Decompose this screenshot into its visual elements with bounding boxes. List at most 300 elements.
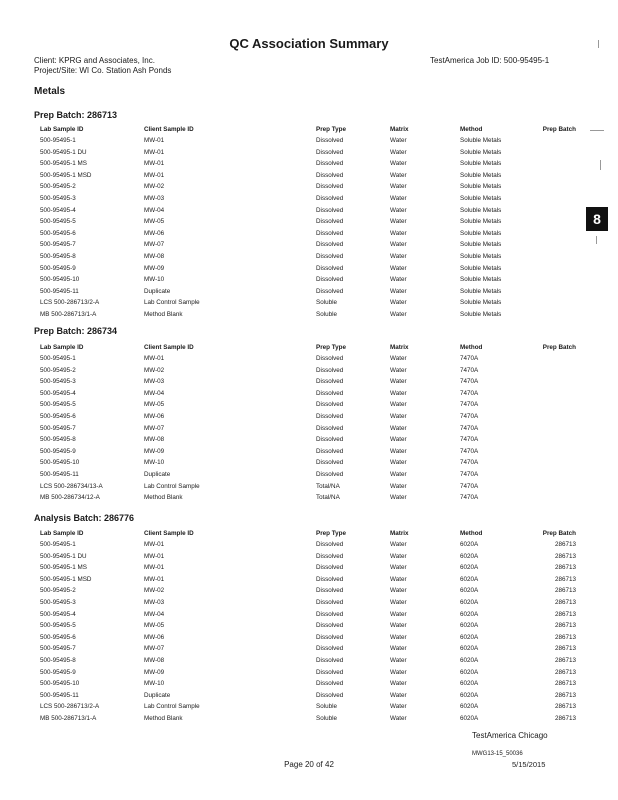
cell-prep-batch: 286713 (554, 552, 576, 560)
cell-matrix: Water (390, 252, 407, 260)
cell-lab-sample-id: 500-95495-6 (40, 412, 76, 420)
cell-matrix: Water (390, 447, 407, 455)
cell-matrix: Water (390, 564, 407, 572)
cell-lab-sample-id: 500-95495-3 (40, 378, 76, 386)
cell-matrix: Water (390, 656, 407, 664)
cell-prep-type: Soluble (316, 703, 338, 711)
cell-prep-type: Total/NA (316, 482, 340, 490)
table-header (40, 125, 580, 135)
cell-prep-type: Dissolved (316, 389, 344, 397)
column-header-matrix: Matrix (390, 344, 409, 351)
cell-client-sample-id: MW-01 (144, 171, 165, 179)
cell-client-sample-id: MW-05 (144, 401, 165, 409)
column-header-matrix: Matrix (390, 126, 409, 133)
cell-lab-sample-id: MB 500-286713/1-A (40, 714, 97, 722)
cell-matrix: Water (390, 378, 407, 386)
cell-prep-type: Dissolved (316, 680, 344, 688)
cell-method: Soluble Metals (460, 276, 502, 284)
table-row (40, 678, 580, 690)
column-header-prep-type: Prep Type (316, 530, 346, 537)
cell-method: 6020A (460, 714, 479, 722)
table-row (40, 539, 580, 551)
cell-lab-sample-id: 500-95495-1 (40, 541, 76, 548)
cell-prep-batch: 286713 (554, 714, 576, 722)
table-row (40, 274, 580, 286)
cell-matrix: Water (390, 610, 407, 618)
cell-lab-sample-id: 500-95495-8 (40, 656, 76, 664)
cell-method: 6020A (460, 645, 479, 653)
cell-lab-sample-id: 500-95495-6 (40, 633, 76, 641)
cell-matrix: Water (390, 389, 407, 397)
cell-matrix: Water (390, 366, 407, 374)
cell-client-sample-id: Duplicate (144, 691, 171, 699)
table-row (40, 216, 580, 228)
cell-prep-type: Dissolved (316, 160, 344, 168)
cell-client-sample-id: MW-09 (144, 668, 165, 676)
cell-matrix: Water (390, 355, 407, 362)
cell-method: Soluble Metals (460, 218, 502, 226)
cell-client-sample-id: MW-01 (144, 552, 165, 560)
column-header-lab-sample-id: Lab Sample ID (40, 344, 84, 351)
cell-client-sample-id: Lab Control Sample (144, 482, 200, 490)
cell-matrix: Water (390, 424, 407, 432)
cell-client-sample-id: MW-01 (144, 575, 165, 583)
table-row (40, 228, 580, 240)
batch-table (40, 125, 580, 321)
cell-client-sample-id: MW-08 (144, 252, 165, 260)
cell-prep-type: Dissolved (316, 598, 344, 606)
table-row (40, 551, 580, 563)
column-header-method: Method (460, 344, 483, 351)
cell-client-sample-id: MW-01 (144, 160, 165, 168)
cell-matrix: Water (390, 412, 407, 420)
cell-prep-batch: 286713 (554, 622, 576, 630)
cell-matrix: Water (390, 598, 407, 606)
cell-prep-type: Dissolved (316, 447, 344, 455)
cell-client-sample-id: Lab Control Sample (144, 299, 200, 307)
cell-client-sample-id: MW-01 (144, 137, 165, 144)
cell-matrix: Water (390, 482, 407, 490)
cell-lab-sample-id: 500-95495-11 (40, 470, 79, 478)
cell-method: 6020A (460, 610, 479, 618)
cell-method: Soluble Metals (460, 241, 502, 249)
cell-client-sample-id: MW-03 (144, 598, 165, 606)
cell-matrix: Water (390, 541, 407, 548)
cell-matrix: Water (390, 241, 407, 249)
cell-lab-sample-id: 500-95495-4 (40, 206, 76, 214)
batch-table (40, 529, 580, 725)
table-row (40, 170, 580, 182)
cell-prep-type: Dissolved (316, 366, 344, 374)
column-header-prep-batch: Prep Batch (542, 530, 576, 537)
cell-matrix: Water (390, 299, 407, 307)
cell-method: 7470A (460, 459, 479, 467)
cell-lab-sample-id: 500-95495-8 (40, 252, 76, 260)
cell-method: 7470A (460, 378, 479, 386)
table-row (40, 457, 580, 469)
cell-matrix: Water (390, 194, 407, 202)
cell-client-sample-id: MW-08 (144, 656, 165, 664)
cell-lab-sample-id: 500-95495-8 (40, 436, 76, 444)
table-row (40, 239, 580, 251)
cell-lab-sample-id: 500-95495-3 (40, 598, 76, 606)
cell-method: Soluble Metals (460, 252, 502, 260)
cell-prep-batch: 286713 (554, 575, 576, 583)
cell-matrix: Water (390, 401, 407, 409)
cell-matrix: Water (390, 494, 407, 502)
cell-prep-type: Dissolved (316, 622, 344, 630)
cell-method: Soluble Metals (460, 206, 502, 214)
table-row (40, 388, 580, 400)
cell-matrix: Water (390, 633, 407, 641)
cell-prep-type: Dissolved (316, 194, 344, 202)
cell-method: 6020A (460, 552, 479, 560)
cell-prep-type: Dissolved (316, 264, 344, 272)
column-header-prep-type: Prep Type (316, 126, 346, 133)
cell-method: 7470A (460, 355, 479, 362)
cell-client-sample-id: MW-03 (144, 194, 165, 202)
table-row (40, 667, 580, 679)
cell-method: 6020A (460, 680, 479, 688)
cell-lab-sample-id: LCS 500-286713/2-A (40, 703, 100, 711)
cell-matrix: Water (390, 668, 407, 676)
project-site: Project/Site: WI Co. Station Ash Ponds (34, 66, 172, 75)
section-title: Metals (34, 86, 66, 97)
table-row (40, 376, 580, 388)
table-row (40, 620, 580, 632)
cell-client-sample-id: MW-04 (144, 389, 165, 397)
table-row (40, 251, 580, 263)
cell-prep-type: Dissolved (316, 656, 344, 664)
cell-prep-type: Dissolved (316, 645, 344, 653)
scan-mark (596, 236, 597, 244)
cell-client-sample-id: MW-07 (144, 241, 165, 249)
column-header-prep-batch: Prep Batch (542, 126, 576, 133)
column-header-matrix: Matrix (390, 530, 409, 537)
table-row (40, 411, 580, 423)
table-row (40, 193, 580, 205)
table-row (40, 434, 580, 446)
cell-matrix: Water (390, 171, 407, 179)
table-row (40, 562, 580, 574)
cell-client-sample-id: MW-10 (144, 680, 165, 688)
table-row (40, 205, 580, 217)
cell-method: 7470A (460, 366, 479, 374)
cell-prep-type: Dissolved (316, 401, 344, 409)
cell-matrix: Water (390, 148, 407, 156)
cell-client-sample-id: MW-02 (144, 183, 165, 191)
cell-method: 7470A (460, 470, 479, 478)
table-row (40, 713, 580, 725)
column-header-client-sample-id: Client Sample ID (144, 344, 194, 351)
table-row (40, 701, 580, 713)
cell-method: 6020A (460, 541, 479, 548)
table-row (40, 585, 580, 597)
cell-method: Soluble Metals (460, 194, 502, 202)
cell-method: 6020A (460, 575, 479, 583)
cell-matrix: Water (390, 645, 407, 653)
cell-client-sample-id: MW-03 (144, 378, 165, 386)
page-title: QC Association Summary (229, 36, 389, 51)
cell-matrix: Water (390, 436, 407, 444)
cell-method: 7470A (460, 447, 479, 455)
cell-method: 7470A (460, 412, 479, 420)
table-row (40, 135, 580, 147)
cell-client-sample-id: MW-05 (144, 218, 165, 226)
cell-matrix: Water (390, 587, 407, 595)
cell-lab-sample-id: 500-95495-4 (40, 610, 76, 618)
cell-method: 6020A (460, 633, 479, 641)
cell-lab-sample-id: 500-95495-10 (40, 680, 80, 688)
cell-lab-sample-id: 500-95495-10 (40, 276, 80, 284)
cell-method: 6020A (460, 622, 479, 630)
table-row (40, 286, 580, 298)
cell-method: 7470A (460, 482, 479, 490)
column-header-prep-type: Prep Type (316, 344, 346, 351)
cell-matrix: Water (390, 310, 407, 318)
cell-matrix: Water (390, 691, 407, 699)
cell-method: Soluble Metals (460, 160, 502, 168)
cell-prep-type: Soluble (316, 714, 338, 722)
cell-method: Soluble Metals (460, 183, 502, 191)
cell-lab-sample-id: 500-95495-6 (40, 229, 76, 237)
cell-prep-type: Dissolved (316, 691, 344, 699)
cell-matrix: Water (390, 137, 407, 144)
cell-lab-sample-id: 500-95495-2 (40, 366, 76, 374)
cell-lab-sample-id: 500-95495-11 (40, 287, 79, 295)
cell-prep-batch: 286713 (554, 668, 576, 676)
cell-lab-sample-id: 500-95495-9 (40, 447, 76, 455)
cell-client-sample-id: MW-04 (144, 610, 165, 618)
cell-lab-sample-id: LCS 500-286734/13-A (40, 482, 103, 490)
cell-lab-sample-id: 500-95495-2 (40, 183, 76, 191)
cell-lab-sample-id: 500-95495-3 (40, 194, 76, 202)
cell-lab-sample-id: 500-95495-5 (40, 218, 76, 226)
cell-prep-batch: 286713 (554, 645, 576, 653)
cell-client-sample-id: MW-06 (144, 229, 165, 237)
column-header-client-sample-id: Client Sample ID (144, 126, 194, 133)
table-header (40, 529, 580, 539)
scan-mark (600, 160, 601, 170)
table-row (40, 655, 580, 667)
cell-matrix: Water (390, 264, 407, 272)
cell-client-sample-id: MW-04 (144, 206, 165, 214)
cell-method: 6020A (460, 564, 479, 572)
cell-method: Soluble Metals (460, 287, 502, 295)
cell-prep-type: Dissolved (316, 378, 344, 386)
cell-prep-batch: 286713 (554, 587, 576, 595)
client-name: Client: KPRG and Associates, Inc. (34, 56, 155, 65)
cell-matrix: Water (390, 183, 407, 191)
cell-lab-sample-id: 500-95495-1 MSD (40, 171, 92, 179)
cell-lab-sample-id: 500-95495-5 (40, 622, 76, 630)
cell-client-sample-id: MW-01 (144, 564, 165, 572)
cell-client-sample-id: Method Blank (144, 494, 183, 502)
cell-lab-sample-id: 500-95495-2 (40, 587, 76, 595)
cell-method: 7470A (460, 401, 479, 409)
table-row (40, 597, 580, 609)
cell-method: Soluble Metals (460, 148, 502, 156)
cell-prep-type: Total/NA (316, 494, 340, 502)
cell-method: 7470A (460, 436, 479, 444)
column-header-method: Method (460, 530, 483, 537)
cell-client-sample-id: MW-10 (144, 459, 165, 467)
cell-method: Soluble Metals (460, 137, 502, 144)
table-row (40, 446, 580, 458)
cell-matrix: Water (390, 229, 407, 237)
cell-matrix: Water (390, 575, 407, 583)
cell-matrix: Water (390, 206, 407, 214)
cell-lab-sample-id: LCS 500-286713/2-A (40, 299, 100, 307)
cell-client-sample-id: MW-07 (144, 424, 165, 432)
cell-lab-sample-id: 500-95495-1 (40, 355, 76, 362)
column-header-method: Method (460, 126, 483, 133)
cell-lab-sample-id: MB 500-286734/12-A (40, 494, 100, 502)
section-tab[interactable]: 8 (586, 207, 608, 231)
cell-matrix: Water (390, 470, 407, 478)
cell-matrix: Water (390, 287, 407, 295)
cell-client-sample-id: MW-01 (144, 541, 165, 548)
cell-prep-type: Dissolved (316, 137, 344, 144)
document-id: MWG13-15_50036 (472, 751, 523, 757)
cell-client-sample-id: Method Blank (144, 310, 183, 318)
cell-prep-type: Dissolved (316, 229, 344, 237)
cell-matrix: Water (390, 459, 407, 467)
table-row (40, 423, 580, 435)
cell-lab-sample-id: 500-95495-9 (40, 264, 76, 272)
cell-method: 6020A (460, 598, 479, 606)
cell-lab-sample-id: 500-95495-1 MS (40, 160, 87, 168)
cell-method: Soluble Metals (460, 264, 502, 272)
cell-matrix: Water (390, 552, 407, 560)
cell-method: Soluble Metals (460, 229, 502, 237)
cell-prep-type: Dissolved (316, 470, 344, 478)
job-id: TestAmerica Job ID: 500-95495-1 (430, 56, 550, 65)
cell-client-sample-id: Lab Control Sample (144, 703, 200, 711)
table-row (40, 690, 580, 702)
cell-prep-batch: 286713 (554, 610, 576, 618)
cell-lab-sample-id: 500-95495-1 MS (40, 564, 87, 572)
cell-lab-sample-id: MB 500-286713/1-A (40, 310, 97, 318)
cell-method: 6020A (460, 587, 479, 595)
cell-lab-sample-id: 500-95495-7 (40, 645, 76, 653)
cell-client-sample-id: MW-10 (144, 276, 165, 284)
cell-prep-type: Dissolved (316, 541, 344, 548)
cell-lab-sample-id: 500-95495-7 (40, 241, 76, 249)
cell-method: 6020A (460, 668, 479, 676)
cell-prep-type: Dissolved (316, 287, 344, 295)
cell-client-sample-id: Duplicate (144, 287, 171, 295)
cell-client-sample-id: MW-05 (144, 622, 165, 630)
batch-title: Prep Batch: 286734 (34, 326, 118, 336)
table-row (40, 492, 580, 504)
cell-prep-batch: 286713 (554, 633, 576, 641)
table-row (40, 297, 580, 309)
cell-lab-sample-id: 500-95495-1 (40, 137, 76, 144)
cell-prep-type: Dissolved (316, 171, 344, 179)
cell-client-sample-id: MW-09 (144, 264, 165, 272)
cell-lab-sample-id: 500-95495-9 (40, 668, 76, 676)
cell-prep-type: Dissolved (316, 552, 344, 560)
cell-lab-sample-id: 500-95495-7 (40, 424, 76, 432)
cell-lab-sample-id: 500-95495-5 (40, 401, 76, 409)
cell-prep-type: Dissolved (316, 587, 344, 595)
cell-prep-type: Dissolved (316, 633, 344, 641)
cell-client-sample-id: MW-08 (144, 436, 165, 444)
cell-client-sample-id: MW-06 (144, 412, 165, 420)
cell-prep-type: Soluble (316, 310, 338, 318)
batch-title: Prep Batch: 286713 (34, 110, 118, 120)
table-row (40, 632, 580, 644)
cell-method: 7470A (460, 389, 479, 397)
cell-prep-type: Dissolved (316, 575, 344, 583)
cell-prep-type: Dissolved (316, 148, 344, 156)
table-row (40, 353, 580, 365)
table-row (40, 263, 580, 275)
cell-lab-sample-id: 500-95495-4 (40, 389, 76, 397)
table-header (40, 343, 580, 353)
cell-prep-type: Dissolved (316, 218, 344, 226)
cell-lab-sample-id: 500-95495-11 (40, 691, 79, 699)
cell-lab-sample-id: 500-95495-1 DU (40, 552, 87, 560)
table-row (40, 574, 580, 586)
cell-matrix: Water (390, 160, 407, 168)
cell-client-sample-id: MW-02 (144, 587, 165, 595)
cell-matrix: Water (390, 622, 407, 630)
cell-client-sample-id: MW-09 (144, 447, 165, 455)
cell-prep-type: Dissolved (316, 206, 344, 214)
column-header-lab-sample-id: Lab Sample ID (40, 126, 84, 133)
table-row (40, 609, 580, 621)
cell-lab-sample-id: 500-95495-1 DU (40, 148, 87, 156)
cell-client-sample-id: MW-07 (144, 645, 165, 653)
cell-method: 7470A (460, 494, 479, 502)
report-date: 5/15/2015 (512, 760, 546, 769)
table-row (40, 469, 580, 481)
column-header-prep-batch: Prep Batch (542, 344, 576, 351)
cell-prep-type: Dissolved (316, 183, 344, 191)
cell-prep-batch: 286713 (554, 680, 576, 688)
table-row (40, 147, 580, 159)
cell-prep-type: Dissolved (316, 459, 344, 467)
cell-method: 6020A (460, 691, 479, 699)
cell-lab-sample-id: 500-95495-1 MSD (40, 575, 92, 583)
cell-matrix: Water (390, 276, 407, 284)
cell-lab-sample-id: 500-95495-10 (40, 459, 80, 467)
page-number: Page 20 of 42 (284, 760, 334, 769)
cell-method: Soluble Metals (460, 171, 502, 179)
cell-method: 7470A (460, 424, 479, 432)
cell-prep-batch: 286713 (554, 656, 576, 664)
cell-matrix: Water (390, 218, 407, 226)
cell-prep-type: Dissolved (316, 436, 344, 444)
table-row (40, 481, 580, 493)
table-row (40, 399, 580, 411)
cell-prep-type: Soluble (316, 299, 338, 307)
column-header-client-sample-id: Client Sample ID (144, 530, 194, 537)
cell-client-sample-id: MW-01 (144, 355, 165, 362)
cell-client-sample-id: MW-02 (144, 366, 165, 374)
cell-matrix: Water (390, 703, 407, 711)
batch-title: Analysis Batch: 286776 (34, 513, 135, 523)
cell-prep-type: Dissolved (316, 610, 344, 618)
cell-matrix: Water (390, 680, 407, 688)
cell-prep-type: Dissolved (316, 424, 344, 432)
cell-client-sample-id: Duplicate (144, 470, 171, 478)
scan-mark (598, 40, 599, 48)
table-row (40, 181, 580, 193)
column-header-lab-sample-id: Lab Sample ID (40, 530, 84, 537)
